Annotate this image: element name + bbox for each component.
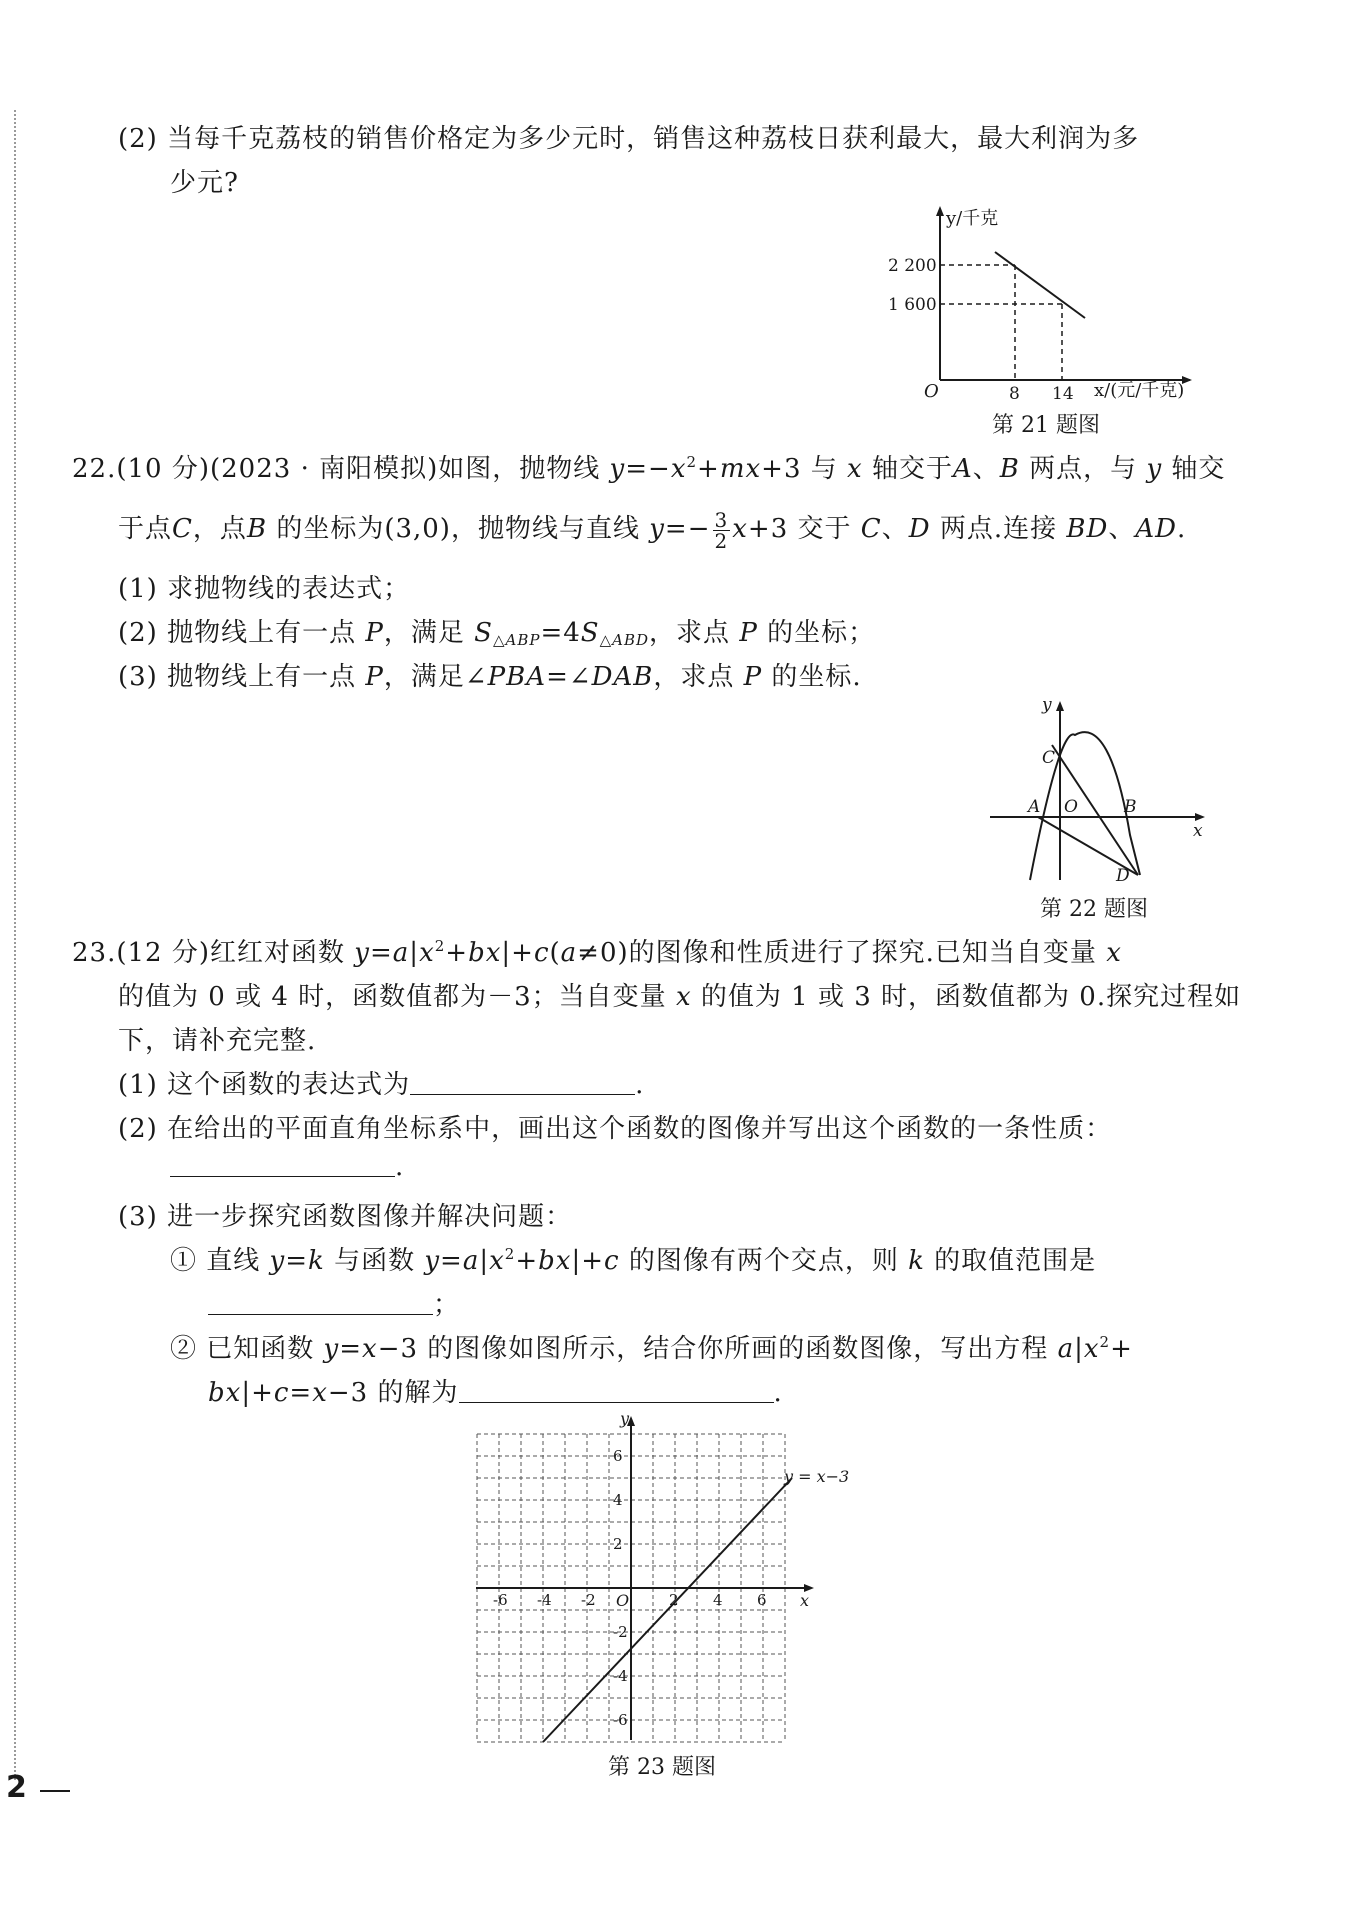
q23-text: 的取值范围是 bbox=[934, 1246, 1097, 1276]
q22-text: 的坐标为(3,0)，抛物线与直线 bbox=[276, 514, 640, 544]
q22-text: 两点.连接 bbox=[939, 514, 1058, 544]
q23-text: ① 直线 bbox=[170, 1246, 261, 1276]
q22-text: ，满足∠ bbox=[383, 662, 488, 692]
page-number-dash bbox=[40, 1790, 70, 1792]
q22-text: 轴交于 bbox=[871, 454, 953, 484]
q21-y-tick-1600: 1 600 bbox=[888, 295, 937, 315]
q21-figure bbox=[880, 200, 1210, 400]
q22-text: 于点 bbox=[118, 514, 173, 544]
q23-x-tick-label: -6 bbox=[493, 1591, 508, 1609]
q22-text: 的坐标. bbox=[771, 662, 862, 692]
fraction-3-2: $\frac{3}{2}$ bbox=[714, 507, 729, 553]
q23-y-label: y bbox=[620, 1410, 630, 1428]
q23-sub1-answer-blank[interactable] bbox=[208, 1292, 433, 1315]
q22-part1: (1) 求抛物线的表达式； bbox=[118, 574, 411, 604]
q23-x-tick-label: 6 bbox=[757, 1591, 767, 1609]
q23-origin: O bbox=[616, 1591, 630, 1610]
q22-label-D: D bbox=[1116, 866, 1130, 885]
q22-text: 如图，抛物线 bbox=[438, 454, 601, 484]
q21-x-tick-14: 14 bbox=[1052, 384, 1074, 400]
q23-y-tick-label: -6 bbox=[613, 1711, 628, 1729]
q23-text: 的图像有两个交点，则 bbox=[628, 1246, 899, 1276]
q21-caption: 第 21 题图 bbox=[992, 413, 1100, 438]
q23-part3: (3) 进一步探究函数图像并解决问题： bbox=[118, 1202, 573, 1232]
q22-part3: (3) 抛物线上有一点 P，满足∠PBA=∠DAB，求点 P 的坐标. bbox=[118, 662, 862, 692]
q23-part2-blank-line: . bbox=[170, 1152, 404, 1182]
q22-label-x: x bbox=[1193, 821, 1203, 841]
page-number: 2 bbox=[6, 1770, 27, 1805]
q21-part2-line1: (2) 当每千克荔枝的销售价格定为多少元时，销售这种荔枝日获利最大，最大利润为多 bbox=[118, 124, 1140, 154]
q23-line2: 的值为 0 或 4 时，函数值都为－3；当自变量 x 的值为 1 或 3 时，函数值都为 0.探究过程如 bbox=[118, 982, 1242, 1012]
q22-label-y: y bbox=[1042, 695, 1052, 715]
q23-y-tick-label: -4 bbox=[613, 1667, 628, 1685]
q23-sub2-line2: bx|+c=x−3 的解为 . bbox=[208, 1378, 783, 1408]
q23-sub2-answer-blank[interactable] bbox=[459, 1380, 774, 1403]
q21-origin: O bbox=[924, 381, 939, 400]
q22-label-A: A bbox=[1028, 797, 1041, 817]
binding-margin bbox=[14, 110, 16, 1780]
q23-text: 的图像如图所示，结合你所画的函数图像，写出方程 bbox=[427, 1334, 1049, 1364]
q22-text: 交于 bbox=[797, 514, 852, 544]
q23-part2: (2) 在给出的平面直角坐标系中，画出这个函数的图像并写出这个函数的一条性质： bbox=[118, 1114, 1113, 1144]
q23-y-tick-label: -2 bbox=[613, 1623, 628, 1641]
q23-text: 的值为 0 或 4 时，函数值都为－3；当自变量 bbox=[118, 982, 667, 1012]
q23-text: 的图像和性质进行了探究.已知当自变量 bbox=[628, 938, 1097, 968]
q23-text: 的解为 bbox=[377, 1378, 459, 1408]
q23-caption: 第 23 题图 bbox=[608, 1755, 716, 1780]
q23-text: 红红对函数 bbox=[210, 938, 346, 968]
q22-score: (10 分) bbox=[116, 454, 210, 484]
q23-figure bbox=[470, 1410, 860, 1750]
q22-source: (2023 · 南阳模拟) bbox=[210, 454, 439, 484]
q23-line1: 23.(12 分)红红对函数 $y=a|x^2+bx|+c(a\ne 0)$的图像和性质进行了探究.已知当自变量 x bbox=[72, 937, 1122, 968]
q23-text: (1) 这个函数的表达式为 bbox=[118, 1070, 411, 1100]
q22-text: ，求点 bbox=[649, 618, 731, 648]
q23-x-tick-label: -4 bbox=[537, 1591, 552, 1609]
q23-x-tick-label: 2 bbox=[669, 1591, 679, 1609]
q23-x-tick-label: 4 bbox=[713, 1591, 723, 1609]
q23-text: 与函数 bbox=[334, 1246, 416, 1276]
q23-x-label: x bbox=[800, 1591, 810, 1610]
q22-number: 22. bbox=[72, 454, 117, 484]
q22-caption: 第 22 题图 bbox=[1040, 897, 1148, 922]
q23-sub1: ① 直线 y=k 与函数 $y=a|x^2+bx|+c$ 的图像有两个交点，则 k 的取值范围是 bbox=[170, 1245, 1097, 1276]
q22-text: (3) 抛物线上有一点 bbox=[118, 662, 357, 692]
q21-x-axis-label: x/(元/千克) bbox=[1094, 380, 1185, 400]
q23-line3: 下，请补充完整. bbox=[118, 1026, 317, 1056]
q22-line2: 于点C，点B 的坐标为(3,0)，抛物线与直线 y=− $\frac{3}{2}$ x+3 交于 C、D 两点.连接 BD、AD. bbox=[118, 507, 1187, 553]
q23-line-y-x-minus-3 bbox=[543, 1478, 792, 1742]
q22-line1: 22.(10 分)(2023 · 南阳模拟)如图，抛物线 $y=-x^2+mx+3$ 与 x 轴交于A、B 两点，与 y 轴交 bbox=[72, 453, 1226, 484]
q23-part1: (1) 这个函数的表达式为 . bbox=[118, 1070, 645, 1100]
q23-x-tick-label: -2 bbox=[581, 1591, 596, 1609]
q22-text: 轴交 bbox=[1171, 454, 1226, 484]
q22-text: =∠ bbox=[546, 662, 592, 692]
q22-text: 两点，与 bbox=[1029, 454, 1138, 484]
q22-text: ，满足 bbox=[383, 618, 465, 648]
q22-label-C: C bbox=[1042, 748, 1056, 768]
q22-part2: (2) 抛物线上有一点 P，满足 $S_{\triangle ABP}=4S_{\triangle ABD}$，求点 P 的坐标； bbox=[118, 618, 876, 649]
q22-text: 的坐标； bbox=[767, 618, 876, 648]
q23-y-tick-label: 2 bbox=[613, 1535, 623, 1553]
q23-y-tick-label: 4 bbox=[613, 1491, 623, 1509]
q22-label-O: O bbox=[1064, 797, 1078, 817]
q23-text: ② 已知函数 bbox=[170, 1334, 315, 1364]
q22-label-B: B bbox=[1124, 797, 1137, 817]
q23-score: (12 分) bbox=[116, 938, 210, 968]
q23-y-tick-label: 6 bbox=[613, 1447, 623, 1465]
q23-sub1-blank-line: ； bbox=[208, 1284, 460, 1321]
q21-part2-line2: 少元? bbox=[170, 168, 239, 198]
q23-part2-answer-blank[interactable] bbox=[170, 1154, 395, 1177]
q22-text: 与 bbox=[810, 454, 838, 484]
q22-text: ，点 bbox=[192, 514, 247, 544]
q22-figure bbox=[980, 695, 1210, 885]
q23-text: 的值为 1 或 3 时，函数值都为 0.探究过程如 bbox=[700, 982, 1242, 1012]
q23-number: 23. bbox=[72, 938, 117, 968]
q23-part1-answer-blank[interactable] bbox=[410, 1072, 635, 1095]
q21-x-tick-8: 8 bbox=[1009, 384, 1020, 400]
q23-sub2: ② 已知函数 y=x−3 的图像如图所示，结合你所画的函数图像，写出方程 $a|x^2+$ bbox=[170, 1333, 1133, 1364]
q23-line-label: y = x−3 bbox=[784, 1467, 850, 1486]
q21-y-tick-2200: 2 200 bbox=[888, 256, 937, 276]
q22-text: (2) 抛物线上有一点 bbox=[118, 618, 357, 648]
q21-y-axis-label: y/千克 bbox=[946, 208, 999, 229]
q22-text: ，求点 bbox=[653, 662, 735, 692]
